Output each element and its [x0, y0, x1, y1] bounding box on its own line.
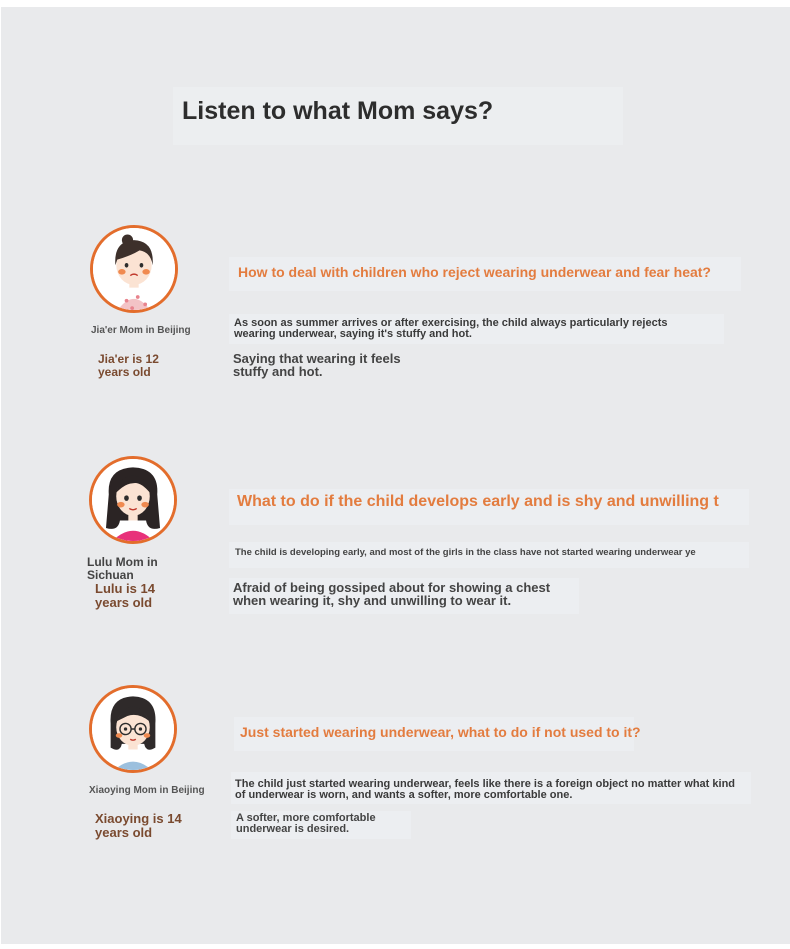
question-text: How to deal with children who reject wearing underwear and fear heat? [238, 264, 711, 280]
question-text: Just started wearing underwear, what to do if not used to it? [240, 724, 641, 740]
mom-name: Lulu Mom in Sichuan [87, 555, 158, 582]
mom-name: Jia'er Mom in Beijing [91, 325, 191, 336]
quote-text: A softer, more comfortable underwear is desired. [236, 812, 376, 835]
girl-with-glasses-avatar-icon [92, 688, 174, 770]
avatar-xiaoying [89, 685, 177, 773]
quote-text: Afraid of being gossiped about for showing a chest when wearing it, shy and unwilling to wear it. [233, 580, 551, 608]
avatar-jiaer [90, 225, 178, 313]
quote-text: Saying that wearing it feels stuffy and hot. [233, 351, 401, 379]
child-age: Xiaoying is 14 years old [95, 811, 182, 840]
child-age: Lulu is 14 years old [95, 581, 155, 610]
description-text: The child just started wearing underwear, feels like there is a foreign object no matter what kind of underwear is worn, and wants a softer, more comfortable one. [235, 778, 736, 801]
child-age: Jia'er is 12 years old [98, 352, 159, 379]
page-title: Listen to what Mom says? [182, 97, 494, 125]
avatar-lulu [89, 456, 177, 544]
girl-avatar-icon [93, 228, 175, 310]
question-text: What to do if the child develops early and is shy and unwilling t [237, 493, 719, 510]
girl-avatar-icon [92, 459, 174, 541]
content-panel [1, 7, 790, 944]
mom-name: Xiaoying Mom in Beijing [89, 785, 205, 796]
description-text: The child is developing early, and most of the girls in the class have not started wearing underwear ye [235, 547, 696, 558]
description-text: As soon as summer arrives or after exercising, the child always particularly rejects wearing underwear, saying it's stuffy and hot. [234, 317, 668, 340]
